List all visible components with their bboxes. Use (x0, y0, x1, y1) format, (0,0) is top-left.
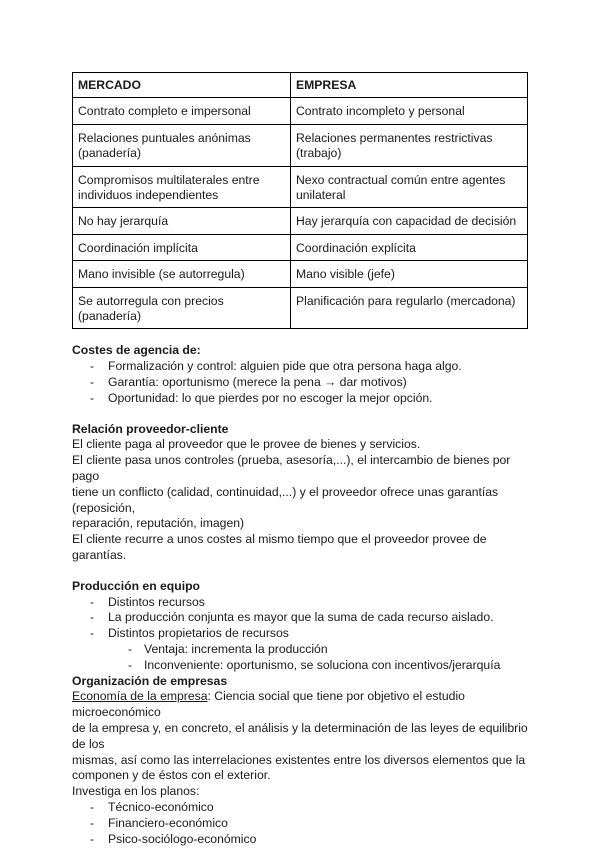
comparison-table (72, 72, 528, 329)
list-item (72, 816, 530, 832)
dash-bullet: - (90, 390, 95, 405)
table-cell: No hay jerarquía (73, 208, 291, 234)
dash-bullet: - (90, 359, 95, 374)
dash-bullet: - (90, 610, 95, 625)
list-item (72, 610, 530, 626)
paragraph-line: El cliente paga al proveedor que le provee de bienes y servicios. (72, 437, 421, 452)
paragraph-line: mismas, así como las interrelaciones existentes entre los diversos elementos que la (72, 752, 526, 767)
section-heading: Organización de empresas (72, 673, 228, 688)
list-item-text: Psico-sociólogo-económico (108, 831, 257, 846)
table-row (73, 234, 528, 260)
section-organizacion-empresas (72, 674, 530, 848)
table-cell: Mano visible (jefe) (291, 261, 528, 287)
list-item-text: Oportunidad: lo que pierdes por no escoger la mejor opción. (108, 390, 433, 405)
dash-bullet: - (128, 657, 133, 672)
sub-list-item (72, 658, 530, 674)
list-item (72, 595, 530, 611)
list-item-text: Ventaja: incrementa la producción (144, 642, 328, 657)
table-row (73, 166, 528, 208)
paragraph-line (72, 689, 530, 721)
table-row (73, 287, 528, 329)
table-cell: Se autorregula con precios (panadería) (73, 287, 291, 329)
sub-list-item (72, 642, 530, 658)
table-cell: Compromisos multilaterales entre individuos independientes (73, 166, 291, 208)
dash-bullet: - (90, 815, 95, 830)
table-cell: Hay jerarquía con capacidad de decisión (291, 208, 528, 234)
paragraph-line: Investiga en los planos: (72, 784, 200, 799)
document-page (72, 72, 530, 847)
table-row (73, 124, 528, 166)
dash-bullet: - (90, 375, 95, 390)
list-item (72, 359, 530, 375)
list-item (72, 375, 530, 391)
table-cell: Planificación para regularlo (mercadona) (291, 287, 528, 329)
table-header-row (73, 73, 528, 98)
paragraph-line: de la empresa y, en concreto, el análisis y la determinación de las leyes de equilibrio de los (72, 721, 528, 751)
paragraph-line: El cliente recurre a unos costes al mismo tiempo que el proveedor provee de garantías. (72, 532, 487, 563)
paragraph-line: tiene un conflicto (calidad, continuidad,...) y el proveedor ofrece unas garantías (reposición, (72, 484, 499, 515)
list-item (72, 391, 530, 407)
list-item-text: Distintos propietarios de recursos (108, 626, 289, 641)
list-item-text: Garantía: oportunismo (merece la pena → dar motivos) (108, 375, 407, 390)
bullet-list (72, 595, 530, 674)
defined-term: Economía de la empresa (72, 689, 208, 704)
list-item-text: La producción conjunta es mayor que la suma de cada recurso aislado. (108, 610, 494, 625)
table-header-cell: EMPRESA (291, 73, 528, 98)
table-cell: Contrato incompleto y personal (291, 98, 528, 124)
table-cell: Nexo contractual común entre agentes unilateral (291, 166, 528, 208)
dash-bullet: - (90, 594, 95, 609)
dash-bullet: - (90, 626, 95, 641)
bullet-list (72, 359, 530, 406)
definition-text: : Ciencia social que tiene por objetivo el estudio microeconómico (72, 689, 465, 720)
dash-bullet: - (128, 642, 133, 657)
paragraph-line: reparación, reputación, imagen) (72, 516, 245, 531)
table-cell: Mano invisible (se autorregula) (73, 261, 291, 287)
table-header-cell: MERCADO (73, 73, 291, 98)
table-cell: Coordinación implícita (73, 234, 291, 260)
list-item-text: Formalización y control: alguien pide que otra persona haga algo. (108, 359, 462, 374)
dash-bullet: - (90, 831, 95, 846)
list-item (72, 626, 530, 642)
section-costes-agencia (72, 343, 530, 406)
table-row (73, 98, 528, 124)
paragraph-line: El cliente pasa unos controles (prueba, asesoría,...), el intercambio de bienes por pago (72, 453, 511, 484)
list-item-text: Distintos recursos (108, 594, 205, 609)
table-row (73, 208, 528, 234)
list-item-text: Técnico-económico (108, 799, 214, 814)
table-cell: Contrato completo e impersonal (73, 98, 291, 124)
dash-bullet: - (90, 799, 95, 814)
section-heading: Producción en equipo (72, 578, 200, 593)
section-relacion-proveedor-cliente (72, 422, 530, 564)
list-item (72, 832, 530, 848)
paragraph-line: componen y de éstos con el exterior. (72, 768, 271, 783)
list-item-text: Inconveniente: oportunismo, se soluciona con incentivos/jerarquía (144, 657, 501, 672)
table-row (73, 261, 528, 287)
section-heading: Costes de agencia de: (72, 343, 201, 358)
list-item-text: Financiero-económico (108, 815, 228, 830)
bullet-list (72, 800, 530, 847)
table-cell: Coordinación explícita (291, 234, 528, 260)
table-cell: Relaciones permanentes restrictivas (trabajo) (291, 124, 528, 166)
list-item (72, 800, 530, 816)
section-heading: Relación proveedor-cliente (72, 421, 229, 436)
section-produccion-equipo (72, 579, 530, 674)
table-cell: Relaciones puntuales anónimas (panadería) (73, 124, 291, 166)
